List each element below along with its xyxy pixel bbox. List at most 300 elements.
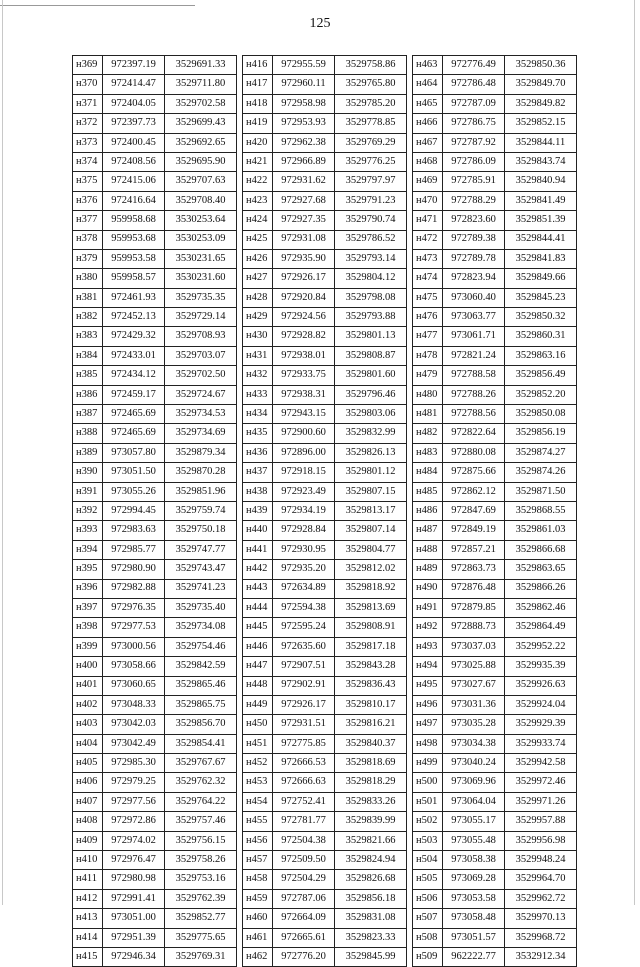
table-row [73,618,237,637]
y-coordinate: 3529708.40 [165,191,237,210]
y-coordinate: 3529862.46 [505,598,577,617]
y-coordinate: 3529935.39 [505,657,577,676]
x-coordinate: 972902.91 [273,676,335,695]
y-coordinate: 3529753.16 [165,870,237,889]
x-coordinate: 972822.64 [443,424,505,443]
y-coordinate: 3530253.09 [165,230,237,249]
point-id: н480 [413,385,443,404]
x-coordinate: 972849.19 [443,521,505,540]
x-coordinate: 973034.38 [443,734,505,753]
table-row [73,560,237,579]
x-coordinate: 972943.15 [273,405,335,424]
y-coordinate: 3529933.74 [505,734,577,753]
x-coordinate: 972977.56 [103,792,165,811]
x-coordinate: 973051.57 [443,928,505,947]
y-coordinate: 3529803.06 [335,405,407,424]
point-id: н402 [73,695,103,714]
x-coordinate: 972786.09 [443,152,505,171]
x-coordinate: 972918.15 [273,463,335,482]
x-coordinate: 959958.68 [103,211,165,230]
point-id: н403 [73,715,103,734]
y-coordinate: 3529804.77 [335,540,407,559]
table-row [413,191,577,210]
point-id: н450 [243,715,273,734]
x-coordinate: 972847.69 [443,501,505,520]
table-row [243,327,407,346]
point-id: н419 [243,114,273,133]
table-row [413,618,577,637]
point-id: н430 [243,327,273,346]
point-id: н375 [73,172,103,191]
y-coordinate: 3530231.65 [165,249,237,268]
x-coordinate: 972972.86 [103,812,165,831]
x-coordinate: 959953.68 [103,230,165,249]
y-coordinate: 3529968.72 [505,928,577,947]
x-coordinate: 972960.11 [273,75,335,94]
y-coordinate: 3529852.20 [505,385,577,404]
table-row [243,909,407,928]
point-id: н379 [73,249,103,268]
y-coordinate: 3529741.23 [165,579,237,598]
table-row [73,676,237,695]
y-coordinate: 3529750.18 [165,521,237,540]
y-coordinate: 3529758.86 [335,56,407,75]
point-id: н483 [413,443,443,462]
y-coordinate: 3529948.24 [505,851,577,870]
y-coordinate: 3529764.22 [165,792,237,811]
y-coordinate: 3529734.69 [165,424,237,443]
point-id: н504 [413,851,443,870]
y-coordinate: 3529818.69 [335,754,407,773]
y-coordinate: 3529747.77 [165,540,237,559]
point-id: н391 [73,482,103,501]
x-coordinate: 972985.30 [103,754,165,773]
table-row [73,424,237,443]
x-coordinate: 973060.65 [103,676,165,695]
point-id: н485 [413,482,443,501]
x-coordinate: 972994.45 [103,501,165,520]
y-coordinate: 3529856.19 [505,424,577,443]
x-coordinate: 972900.60 [273,424,335,443]
x-coordinate: 972789.38 [443,230,505,249]
y-coordinate: 3529879.34 [165,443,237,462]
point-id: н370 [73,75,103,94]
y-coordinate: 3529864.49 [505,618,577,637]
table-row [243,501,407,520]
y-coordinate: 3529956.98 [505,831,577,850]
y-coordinate: 3529850.08 [505,405,577,424]
table-row [73,947,237,966]
point-id: н399 [73,637,103,656]
x-coordinate: 972433.01 [103,346,165,365]
table-row [413,366,577,385]
point-id: н373 [73,133,103,152]
y-coordinate: 3529797.97 [335,172,407,191]
x-coordinate: 972666.63 [273,773,335,792]
y-coordinate: 3529735.35 [165,288,237,307]
y-coordinate: 3529762.39 [165,889,237,908]
table-row [243,540,407,559]
x-coordinate: 973064.04 [443,792,505,811]
y-coordinate: 3529836.43 [335,676,407,695]
point-id: н478 [413,346,443,365]
x-coordinate: 972931.62 [273,172,335,191]
y-coordinate: 3529856.70 [165,715,237,734]
table-row [413,889,577,908]
point-id: н371 [73,94,103,113]
x-coordinate: 972789.78 [443,249,505,268]
y-coordinate: 3529840.37 [335,734,407,753]
point-id: н394 [73,540,103,559]
table-row [243,269,407,288]
x-coordinate: 972938.31 [273,385,335,404]
point-id: н456 [243,831,273,850]
point-id: н417 [243,75,273,94]
x-coordinate: 972924.56 [273,308,335,327]
table-row [243,191,407,210]
y-coordinate: 3529844.41 [505,230,577,249]
table-row [73,695,237,714]
table-row [413,928,577,947]
table-row [243,812,407,831]
point-id: н442 [243,560,273,579]
y-coordinate: 3529724.67 [165,385,237,404]
point-id: н426 [243,249,273,268]
y-coordinate: 3529823.33 [335,928,407,947]
table-row [73,191,237,210]
y-coordinate: 3529813.17 [335,501,407,520]
top-rule [0,5,195,6]
y-coordinate: 3529695.90 [165,152,237,171]
y-coordinate: 3529775.65 [165,928,237,947]
point-id: н489 [413,560,443,579]
y-coordinate: 3529691.33 [165,56,237,75]
y-coordinate: 3529702.58 [165,94,237,113]
point-id: н412 [73,889,103,908]
point-id: н424 [243,211,273,230]
x-coordinate: 972634.89 [273,579,335,598]
table-row [73,269,237,288]
y-coordinate: 3529972.46 [505,773,577,792]
x-coordinate: 972788.58 [443,366,505,385]
y-coordinate: 3529854.41 [165,734,237,753]
x-coordinate: 972666.53 [273,754,335,773]
y-coordinate: 3529833.26 [335,792,407,811]
table-row [243,443,407,462]
y-coordinate: 3529924.04 [505,695,577,714]
table-row [413,831,577,850]
table-row [413,501,577,520]
point-id: н503 [413,831,443,850]
table-row [413,482,577,501]
table-row [243,152,407,171]
y-coordinate: 3529817.18 [335,637,407,656]
y-coordinate: 3529699.43 [165,114,237,133]
point-id: н406 [73,773,103,792]
x-coordinate: 972927.68 [273,191,335,210]
x-coordinate: 972408.56 [103,152,165,171]
point-id: н459 [243,889,273,908]
table-row [413,637,577,656]
y-coordinate: 3529874.27 [505,443,577,462]
point-id: н390 [73,463,103,482]
x-coordinate: 973058.38 [443,851,505,870]
y-coordinate: 3529708.93 [165,327,237,346]
table-row [243,482,407,501]
point-id: н493 [413,637,443,656]
point-id: н381 [73,288,103,307]
point-id: н507 [413,909,443,928]
x-coordinate: 973053.58 [443,889,505,908]
y-coordinate: 3529769.29 [335,133,407,152]
table-row [73,230,237,249]
point-id: н401 [73,676,103,695]
x-coordinate: 972752.41 [273,792,335,811]
x-coordinate: 972594.38 [273,598,335,617]
table-row [243,230,407,249]
x-coordinate: 972821.24 [443,346,505,365]
x-coordinate: 972434.12 [103,366,165,385]
y-coordinate: 3529971.26 [505,792,577,811]
right-page-edge [634,0,635,905]
y-coordinate: 3529812.02 [335,560,407,579]
point-id: н490 [413,579,443,598]
table-row [73,734,237,753]
x-coordinate: 972926.17 [273,269,335,288]
y-coordinate: 3529757.46 [165,812,237,831]
x-coordinate: 973060.40 [443,288,505,307]
table-row [243,560,407,579]
x-coordinate: 972935.90 [273,249,335,268]
y-coordinate: 3529861.03 [505,521,577,540]
point-id: н384 [73,346,103,365]
y-coordinate: 3529711.80 [165,75,237,94]
x-coordinate: 972928.84 [273,521,335,540]
x-coordinate: 972923.49 [273,482,335,501]
x-coordinate: 972920.84 [273,288,335,307]
y-coordinate: 3529856.49 [505,366,577,385]
x-coordinate: 973031.36 [443,695,505,714]
point-id: н447 [243,657,273,676]
point-id: н477 [413,327,443,346]
y-coordinate: 3529840.94 [505,172,577,191]
point-id: н462 [243,947,273,966]
table-row [73,211,237,230]
x-coordinate: 972857.21 [443,540,505,559]
table-row [243,657,407,676]
y-coordinate: 3529849.82 [505,94,577,113]
y-coordinate: 3529929.39 [505,715,577,734]
y-coordinate: 3529791.23 [335,191,407,210]
table-row [413,773,577,792]
y-coordinate: 3529743.47 [165,560,237,579]
y-coordinate: 3529826.13 [335,443,407,462]
table-row [243,211,407,230]
x-coordinate: 972976.47 [103,851,165,870]
point-id: н437 [243,463,273,482]
table-row [243,598,407,617]
x-coordinate: 972958.98 [273,94,335,113]
y-coordinate: 3529790.74 [335,211,407,230]
x-coordinate: 972980.98 [103,870,165,889]
table-row [413,734,577,753]
point-id: н505 [413,870,443,889]
point-id: н488 [413,540,443,559]
y-coordinate: 3529866.26 [505,579,577,598]
table-row [413,812,577,831]
y-coordinate: 3529866.68 [505,540,577,559]
point-id: н506 [413,889,443,908]
y-coordinate: 3529850.36 [505,56,577,75]
y-coordinate: 3529808.91 [335,618,407,637]
point-id: н398 [73,618,103,637]
y-coordinate: 3529754.46 [165,637,237,656]
y-coordinate: 3529850.32 [505,308,577,327]
table-row [413,308,577,327]
table-row [73,637,237,656]
y-coordinate: 3529801.12 [335,463,407,482]
table-row [73,928,237,947]
point-id: н413 [73,909,103,928]
point-id: н435 [243,424,273,443]
table-row [73,521,237,540]
table-row [413,269,577,288]
y-coordinate: 3529762.32 [165,773,237,792]
point-id: н382 [73,308,103,327]
x-coordinate: 973035.28 [443,715,505,734]
y-coordinate: 3529810.17 [335,695,407,714]
point-id: н436 [243,443,273,462]
x-coordinate: 972465.69 [103,405,165,424]
table-row [413,598,577,617]
table-row [413,288,577,307]
table-row [413,579,577,598]
y-coordinate: 3529841.83 [505,249,577,268]
x-coordinate: 973058.66 [103,657,165,676]
table-row [73,366,237,385]
point-id: н474 [413,269,443,288]
x-coordinate: 972980.90 [103,560,165,579]
y-coordinate: 3529758.26 [165,851,237,870]
table-row [73,792,237,811]
y-coordinate: 3529801.60 [335,366,407,385]
table-row [73,598,237,617]
y-coordinate: 3529801.13 [335,327,407,346]
point-id: н458 [243,870,273,889]
point-id: н388 [73,424,103,443]
point-id: н469 [413,172,443,191]
table-row [413,792,577,811]
y-coordinate: 3529818.92 [335,579,407,598]
x-coordinate: 972879.85 [443,598,505,617]
point-id: н378 [73,230,103,249]
y-coordinate: 3529863.16 [505,346,577,365]
table-row [243,75,407,94]
point-id: н407 [73,792,103,811]
y-coordinate: 3529831.08 [335,909,407,928]
y-coordinate: 3529793.14 [335,249,407,268]
y-coordinate: 3529816.21 [335,715,407,734]
x-coordinate: 972787.06 [273,889,335,908]
x-coordinate: 973069.28 [443,870,505,889]
x-coordinate: 972785.91 [443,172,505,191]
point-id: н433 [243,385,273,404]
x-coordinate: 972931.08 [273,230,335,249]
x-coordinate: 972786.75 [443,114,505,133]
y-coordinate: 3529852.15 [505,114,577,133]
point-id: н372 [73,114,103,133]
x-coordinate: 972896.00 [273,443,335,462]
point-id: н383 [73,327,103,346]
table-row [413,249,577,268]
table-row [73,501,237,520]
table-row [73,308,237,327]
table-row [413,211,577,230]
y-coordinate: 3529824.94 [335,851,407,870]
table-row [73,94,237,113]
y-coordinate: 3529870.28 [165,463,237,482]
point-id: н410 [73,851,103,870]
table-row [243,288,407,307]
point-id: н444 [243,598,273,617]
table-row [243,521,407,540]
table-row [243,637,407,656]
x-coordinate: 972461.93 [103,288,165,307]
y-coordinate: 3529703.07 [165,346,237,365]
point-id: н431 [243,346,273,365]
x-coordinate: 972788.56 [443,405,505,424]
table-row [73,385,237,404]
y-coordinate: 3529832.99 [335,424,407,443]
table-row [73,889,237,908]
y-coordinate: 3529735.40 [165,598,237,617]
point-id: н415 [73,947,103,966]
y-coordinate: 3529964.70 [505,870,577,889]
x-coordinate: 973000.56 [103,637,165,656]
x-coordinate: 972888.73 [443,618,505,637]
point-id: н439 [243,501,273,520]
x-coordinate: 973055.26 [103,482,165,501]
point-id: н463 [413,56,443,75]
x-coordinate: 972863.73 [443,560,505,579]
y-coordinate: 3529849.66 [505,269,577,288]
x-coordinate: 972504.38 [273,831,335,850]
table-row [243,889,407,908]
table-row [243,928,407,947]
table-row [243,385,407,404]
table-row [243,172,407,191]
y-coordinate: 3529692.65 [165,133,237,152]
x-coordinate: 972414.47 [103,75,165,94]
x-coordinate: 973063.77 [443,308,505,327]
table-row [243,676,407,695]
table-row [243,734,407,753]
table-row [73,405,237,424]
table-row [243,947,407,966]
table-row [243,715,407,734]
x-coordinate: 973051.50 [103,463,165,482]
x-coordinate: 972946.34 [103,947,165,966]
point-id: н446 [243,637,273,656]
y-coordinate: 3530253.64 [165,211,237,230]
y-coordinate: 3529826.68 [335,870,407,889]
x-coordinate: 972635.60 [273,637,335,656]
point-id: н393 [73,521,103,540]
x-coordinate: 972595.24 [273,618,335,637]
table-row [413,114,577,133]
point-id: н501 [413,792,443,811]
y-coordinate: 3529729.14 [165,308,237,327]
